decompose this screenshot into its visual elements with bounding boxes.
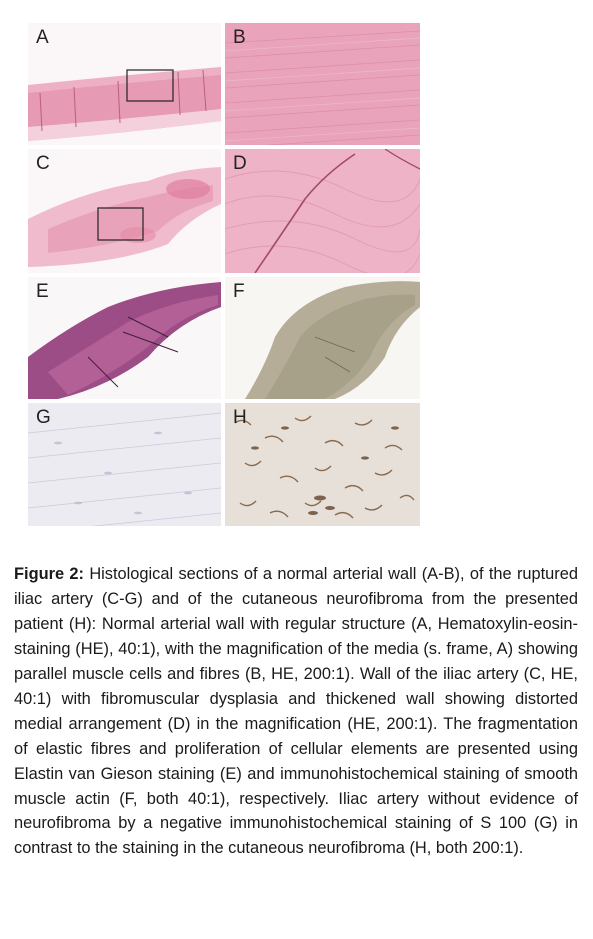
- panel-label-b: B: [233, 27, 246, 48]
- panel-f-histology-image: [225, 277, 420, 399]
- panel-a-histology-image: [28, 23, 221, 145]
- panel-label-h: H: [233, 407, 247, 428]
- panel-label-c: C: [36, 153, 50, 174]
- panel-d-histology-image: [225, 149, 420, 273]
- panel-g-histology-image: [28, 403, 221, 526]
- panel-h-histology-image: [225, 403, 420, 526]
- caption-text: Histological sections of a normal arterial wall (A-B), of the ruptured iliac artery (C-G) and of the cutaneous neurofibroma from the presented patient (H): Normal arterial wall with regular structure (A, Hematoxylin-eosin-staining (HE), 40:1), with the magnification of the media (s. frame, A) showing parallel muscle cells and fibres (B, HE, 200:1). Wall of the iliac artery (C, HE, 40:1) with fibromuscular dysplasia and thickened wall showing distorted medial arrangement (D) in the magnification (HE, 200:1). The fragmentation of elastic fibres and proliferation of cellular elements are presented using Elastin van Gieson staining (E) and immunohistochemical staining of smooth muscle actin (F, both 40:1), respectively. Iliac artery without evidence of neurofibroma by a negative immunohistochemical staining of S 100 (G) in contrast to the staining in the cutaneous neurofibroma (H, both 200:1).: [14, 565, 578, 858]
- figure-label: Figure 2:: [14, 565, 84, 584]
- panel-label-f: F: [233, 281, 245, 302]
- panel-label-a: A: [36, 27, 49, 48]
- panel-b-histology-image: [225, 23, 420, 145]
- panel-label-e: E: [36, 281, 49, 302]
- panel-label-d: D: [233, 153, 247, 174]
- panel-label-g: G: [36, 407, 51, 428]
- figure-caption: [14, 562, 578, 861]
- panel-c-histology-image: [28, 149, 221, 273]
- panel-e-histology-image: [28, 277, 221, 399]
